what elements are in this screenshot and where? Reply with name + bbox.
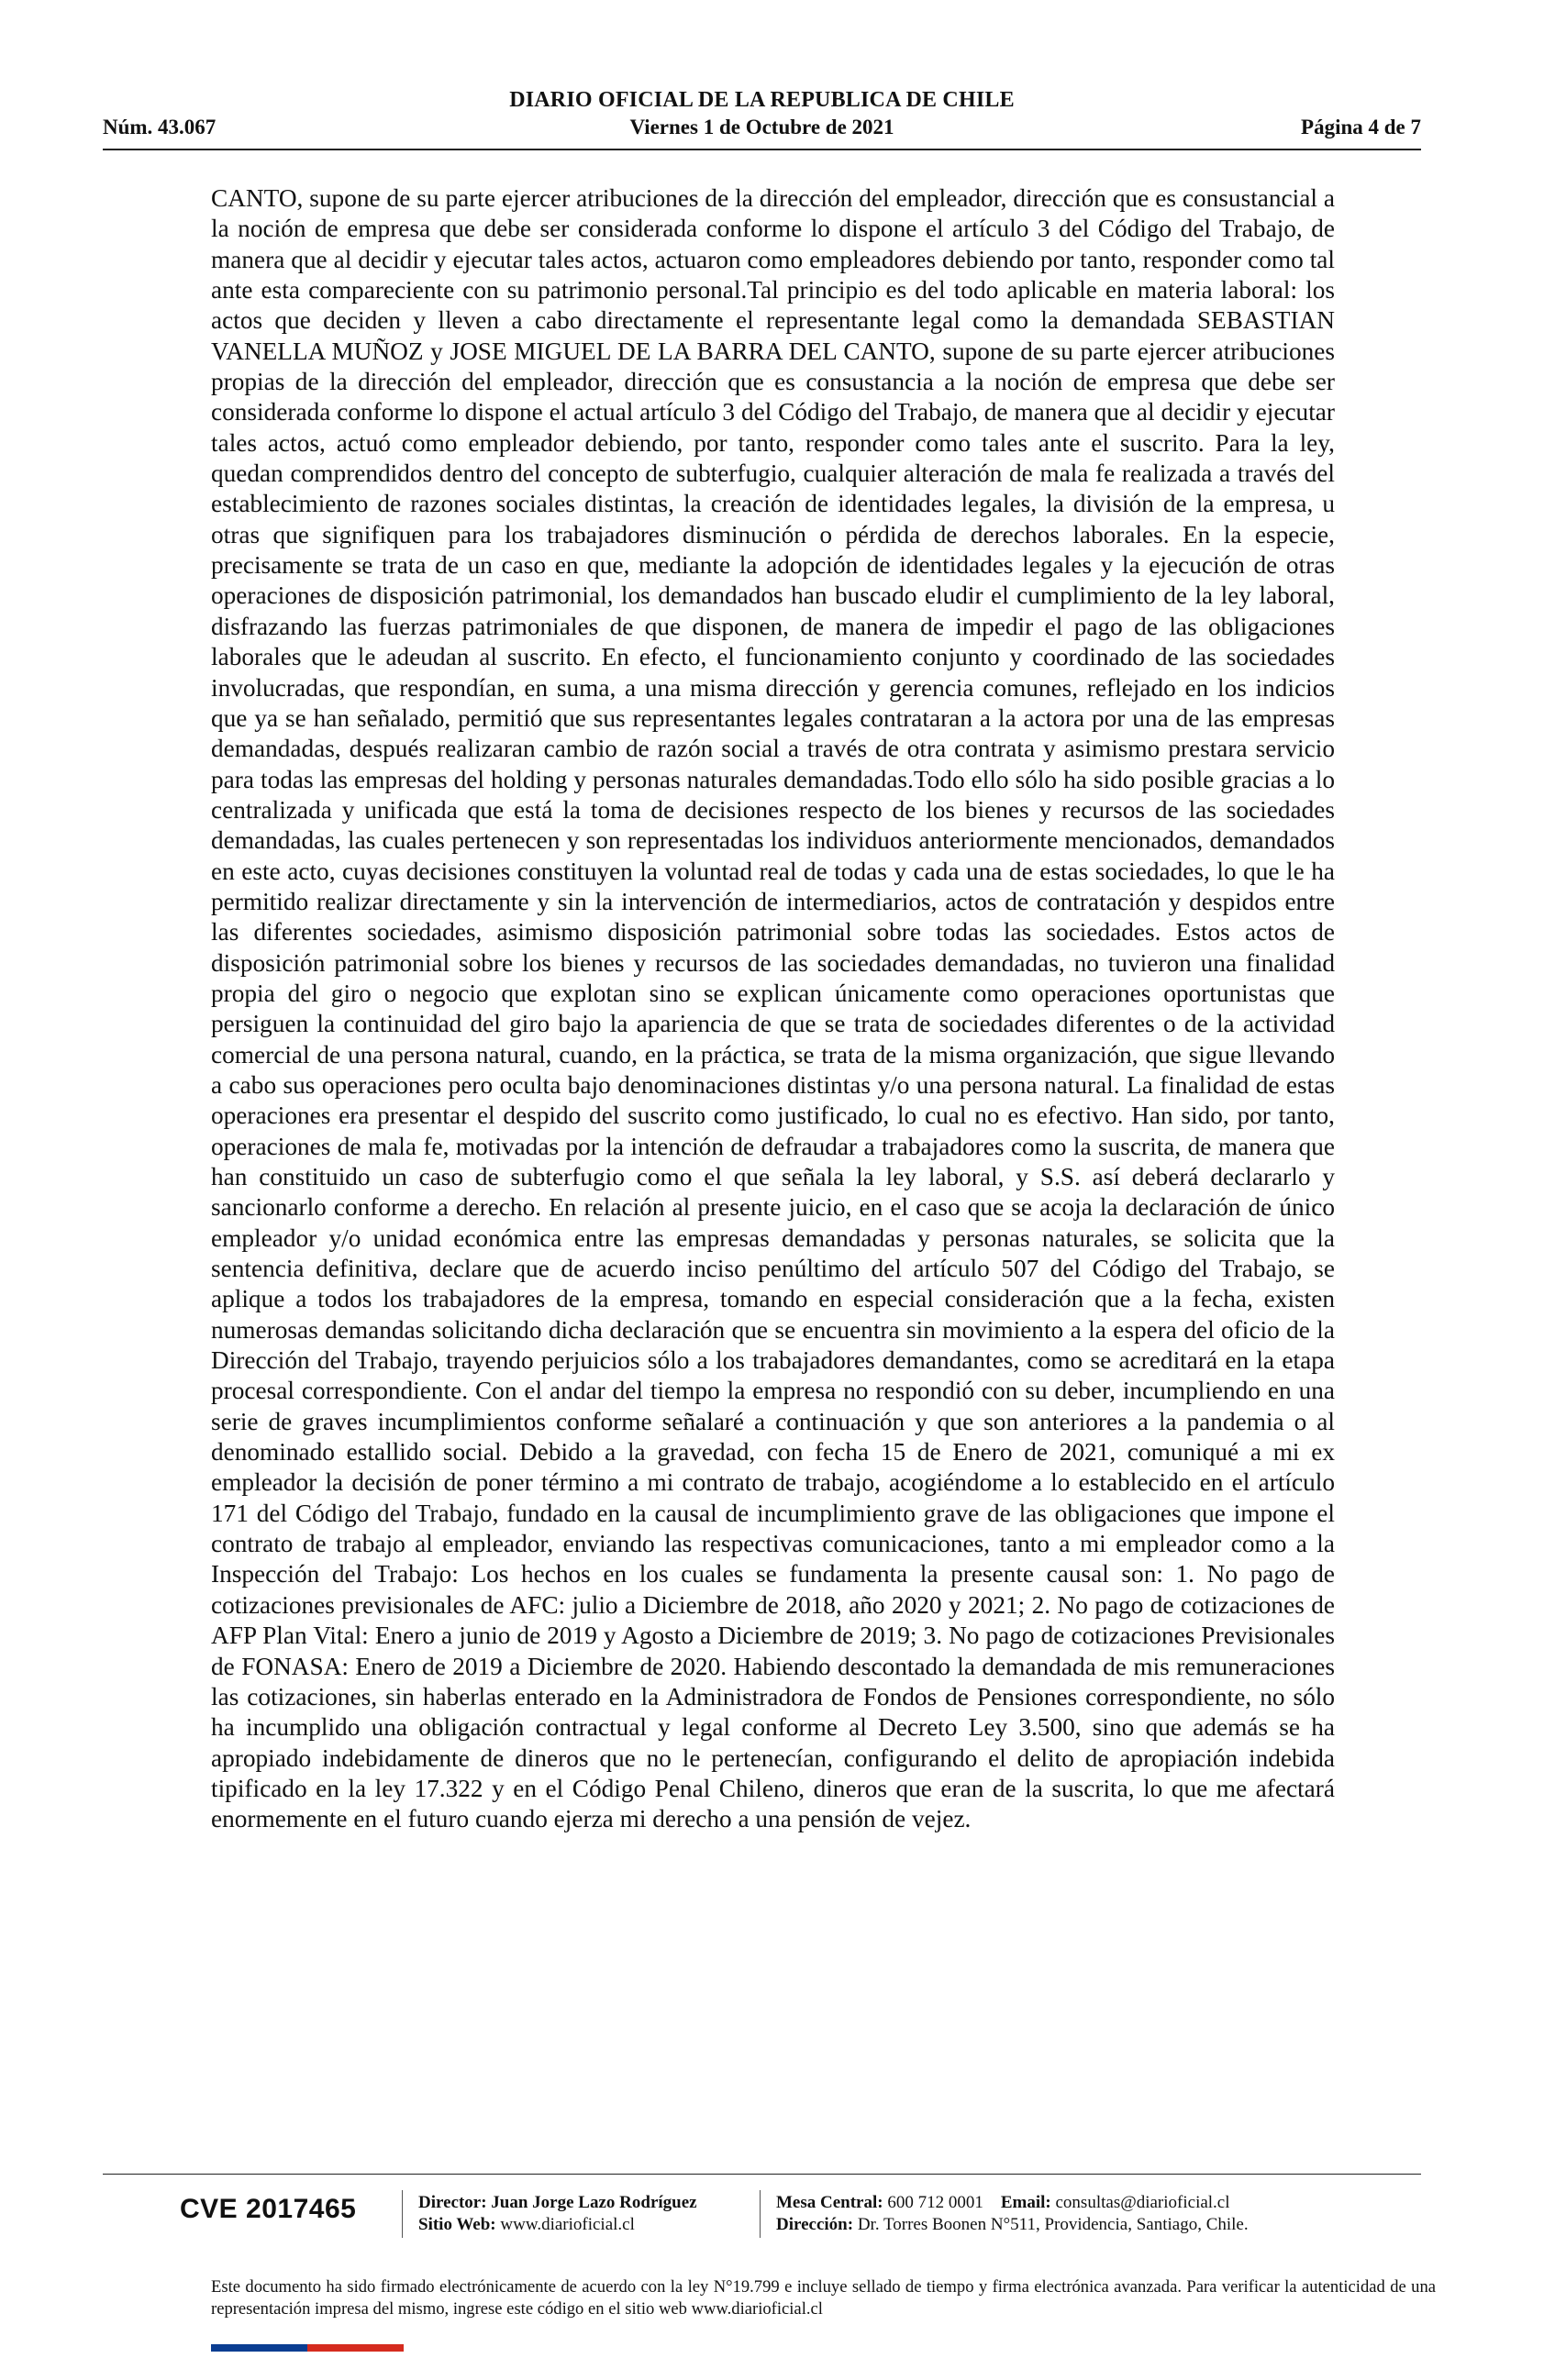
page-footer (103, 2174, 1436, 2319)
page-header (103, 88, 1421, 149)
flag-blue-segment (211, 2344, 307, 2352)
email-label: Email: (1000, 2193, 1051, 2212)
legal-notice: Este documento ha sido firmado electrónicamente de acuerdo con la ley N°19.799 e incluye sellado de tiempo y firma electrónica avanzada. Para verificar la autenticidad de una representación impresa del mismo, ingrese este código en el sitio web www.diarioficial.cl (211, 2277, 1436, 2319)
flag-stripe (211, 2344, 404, 2352)
address-value: Dr. Torres Boonen N°511, Providencia, Santiago, Chile. (857, 2215, 1249, 2234)
website-link[interactable]: www.diarioficial.cl (500, 2215, 635, 2234)
publication-title: DIARIO OFICIAL DE LA REPUBLICA DE CHILE (509, 88, 1015, 112)
issue-number: Núm. 43.067 (103, 116, 217, 138)
phone-label: Mesa Central: (776, 2193, 883, 2212)
contact-block (776, 2192, 1249, 2236)
phone-number: 600 712 0001 (887, 2193, 983, 2212)
footer-separator (760, 2190, 761, 2238)
director-label: Director: (418, 2193, 487, 2212)
cve-code: CVE 2017465 (180, 2194, 357, 2224)
body-text: CANTO, supone de su parte ejercer atribuciones de la dirección del empleador, dirección que es consustancial a la noción de empresa que debe ser considerada conforme lo dispone el artículo 3 del Código del Trabajo, de manera que al decidir y ejecutar tales actos, actuaron como empleadores debiendo por tanto, responder como tal ante esta compareciente con su patrimonio personal.Tal principio es del todo aplicable en materia laboral: los actos que deciden y lleven a cabo directamente el representante legal como la demandada SEBASTIAN VANELLA MUÑOZ y JOSE MIGUEL DE LA BARRA DEL CANTO, supone de su parte ejercer atribuciones propias de la dirección del empleador, dirección que es consustancia a la noción de empresa que debe ser considerada conforme lo dispone el actual artículo 3 del Código del Trabajo, de manera que al decidir y ejecutar tales actos, actuó como empleador debiendo, por tanto, responder como tales ante el suscrito. Para la ley, quedan comprendidos dentro del concepto de subterfugio, cualquier alteración de mala fe realizada a través del establecimiento de razones sociales distintas, la creación de identidades legales, la división de la empresa, u otras que signifiquen para los trabajadores disminución o pérdida de derechos laborales. En la especie, precisamente se trata de un caso en que, mediante la adopción de identidades legales y la ejecución de otras operaciones de disposición patrimonial, los demandados han buscado eludir el cumplimiento de la ley laboral, disfrazando las fuerzas patrimoniales de que disponen, de manera de impedir el pago de las obligaciones laborales que le adeudan al suscrito. En efecto, el funcionamiento conjunto y coordinado de las sociedades involucradas, que respondían, en suma, a una misma dirección y gerencia comunes, reflejado en los indicios que ya se han señalado, permitió que sus representantes legales contrataran a la actora por una de las empresas demandadas, después realizaran cambio de razón social a través de otra contrata y asimismo prestara servicio para todas las empresas del holding y personas naturales demandadas.Todo ello sólo ha sido posible gracias a lo centralizada y unificada que está la toma de decisiones respecto de los bienes y recursos de las sociedades demandadas, las cuales pertenecen y son representadas los individuos anteriormente mencionados, demandados en este acto, cuyas decisiones constituyen la voluntad real de todas y cada una de estas sociedades, lo que le ha permitido realizar directamente y sin la intervención de intermediarios, actos de contratación y despidos entre las diferentes sociedades, asimismo disposición patrimonial sobre todas las sociedades. Estos actos de disposición patrimonial sobre los bienes y recursos de las sociedades demandadas, no tuvieron una finalidad propia del giro o negocio que explotan sino se explican únicamente como operaciones oportunistas que persiguen la continuidad del giro bajo la apariencia de que se trata de sociedades diferentes o de la actividad comercial de una persona natural, cuando, en la práctica, se trata de la misma organización, que sigue llevando a cabo sus operaciones pero oculta bajo denominaciones distintas y/o una persona natural. La finalidad de estas operaciones era presentar el despido del suscrito como justificado, lo cual no es efectivo. Han sido, por tanto, operaciones de mala fe, motivadas por la intención de defraudar a trabajadores como la suscrita, de manera que han constituido un caso de subterfugio como el que señala la ley laboral, y S.S. así deberá declararlo y sancionarlo conforme a derecho. En relación al presente juicio, en el caso que se acoja la declaración de único empleador y/o unidad económica entre las empresas demandadas y personas naturales, se solicita que la sentencia definitiva, declare que de acuerdo inciso penúltimo del artículo 507 del Código del Trabajo, se aplique a todos los trabajadores de la empresa, tomando en especial consideración que a la fecha, existen numerosas demandas solicitando dicha declaración que se encuentra sin movimiento a la espera del oficio de la Dirección del Trabajo, trayendo perjuicios sólo a los trabajadores demandantes, como se acreditará en la etapa procesal correspondiente. Con el andar del tiempo la empresa no respondió con su deber, incumpliendo en una serie de graves incumplimientos conforme señalaré a continuación y que son anteriores a la pandemia o al denominado estallido social. Debido a la gravedad, con fecha 15 de Enero de 2021, comuniqué a mi ex empleador la decisión de poner término a mi contrato de trabajo, acogiéndome a lo establecido en el artículo 171 del Código del Trabajo, fundado en la causal de incumplimiento grave de las obligaciones que impone el contrato de trabajo al empleador, enviando las respectivas comunicaciones, tanto a mi empleador como a la Inspección del Trabajo: Los hechos en los cuales se fundamenta la presente causal son: 1. No pago de cotizaciones previsionales de AFC: julio a Diciembre de 2018, año 2020 y 2021; 2. No pago de cotizaciones de AFP Plan Vital: Enero a junio de 2019 y Agosto a Diciembre de 2019; 3. No pago de cotizaciones Previsionales de FONASA: Enero de 2019 a Diciembre de 2020. Habiendo descontado la demandada de mis remuneraciones las cotizaciones, sin haberlas enterado en la Administradora de Fondos de Pensiones correspondiente, no sólo ha incumplido una obligación contractual y legal conforme al Decreto Ley 3.500, sino que además se ha apropiado indebidamente de dineros que no le pertenecían, configurando el delito de apropiación indebida tipificado en la ley 17.322 y en el Código Penal Chileno, dineros que eran de la suscrita, lo que me afectará enormemente en el futuro cuando ejerza mi derecho a una pensión de vejez. (211, 184, 1335, 1833)
footer-separator (402, 2190, 403, 2238)
director-name: Juan Jorge Lazo Rodríguez (491, 2193, 697, 2212)
website-label: Sitio Web: (418, 2215, 496, 2234)
flag-red-segment (307, 2344, 404, 2352)
header-divider (103, 149, 1421, 150)
issue-date: Viernes 1 de Octubre de 2021 (629, 116, 894, 138)
page-number: Página 4 de 7 (1301, 116, 1421, 138)
director-block (418, 2192, 697, 2236)
footer-divider (103, 2174, 1421, 2175)
address-label: Dirección: (776, 2215, 854, 2234)
email-link[interactable]: consultas@diarioficial.cl (1055, 2193, 1230, 2212)
